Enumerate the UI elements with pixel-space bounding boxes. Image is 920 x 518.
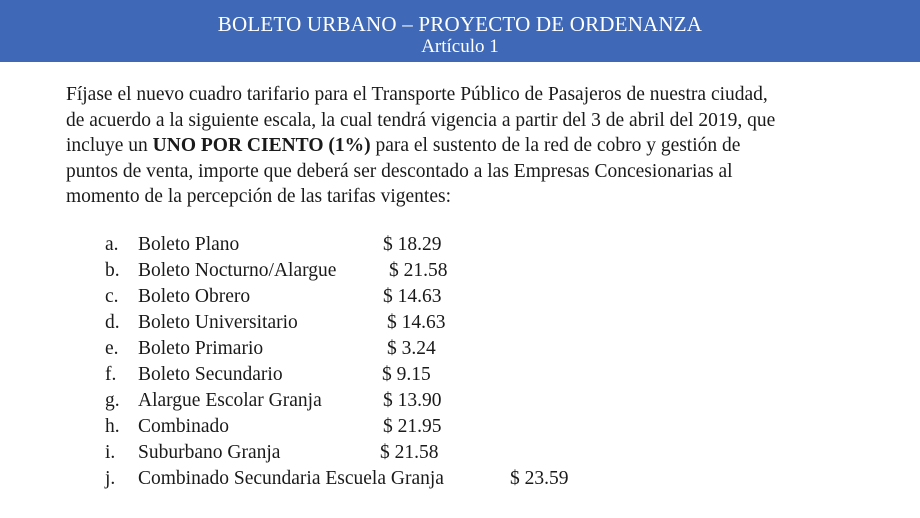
paragraph-line (66, 133, 866, 159)
tariff-name: Boleto Obrero (138, 286, 251, 307)
tariff-letter: g. (105, 390, 120, 411)
page-title: BOLETO URBANO – PROYECTO DE ORDENANZA (217, 12, 703, 36)
tariff-name: Boleto Primario (138, 338, 264, 359)
tariff-letter: a. (105, 234, 119, 255)
article-subtitle: Artículo 1 (421, 36, 499, 57)
tariff-letter: e. (105, 338, 119, 359)
tariff-letter: b. (105, 260, 120, 281)
tariff-name: Boleto Universitario (138, 312, 298, 333)
paragraph-line: Fíjase el nuevo cuadro tarifario para el Transporte Público de Pasajeros de nuestra ciudad, (66, 84, 768, 105)
tariff-name: Suburbano Granja (138, 442, 281, 463)
tariff-name: Boleto Secundario (138, 364, 283, 385)
ordinance-paragraph (66, 82, 866, 210)
tariff-letter: i. (105, 442, 116, 463)
percentage-emphasis: UNO POR CIENTO (1%) (152, 135, 371, 156)
tariff-price: $ 9.15 (382, 364, 431, 385)
paragraph-line: puntos de venta, importe que deberá ser descontado a las Empresas Concesionarias al (66, 160, 733, 182)
paragraph-line: de acuerdo a la siguiente escala, la cual tendrá vigencia a partir del 3 de abril del 2019, que (66, 109, 776, 131)
tariff-letter: j. (105, 468, 116, 489)
tariff-price: $ 23.59 (510, 468, 569, 489)
tariff-name: Combinado Secundaria Escuela Granja (138, 468, 444, 489)
tariff-price: $ 21.58 (380, 442, 439, 463)
tariff-price: $ 21.58 (389, 260, 448, 281)
tariff-letter: d. (105, 312, 120, 333)
tariff-name: Boleto Plano (138, 234, 240, 255)
tariff-price: $ 3.24 (387, 338, 436, 359)
tariff-name: Combinado (138, 416, 229, 437)
tariff-letter: h. (105, 416, 120, 437)
paragraph-text: incluye un (66, 135, 153, 156)
tariff-letter: f. (105, 364, 117, 385)
title-banner (0, 0, 920, 62)
tariff-price: $ 14.63 (387, 312, 446, 333)
paragraph-text: para el sustento de la red de cobro y gestión de (370, 135, 741, 156)
tariff-price: $ 18.29 (383, 234, 442, 255)
tariff-price: $ 14.63 (383, 286, 442, 307)
tariff-name: Alargue Escolar Granja (138, 390, 322, 411)
tariff-price: $ 13.90 (383, 390, 442, 411)
paragraph-line: momento de la percepción de las tarifas vigentes: (66, 186, 451, 207)
tariff-name: Boleto Nocturno/Alargue (138, 260, 337, 281)
tariff-letter: c. (105, 286, 119, 307)
tariff-price: $ 21.95 (383, 416, 442, 437)
